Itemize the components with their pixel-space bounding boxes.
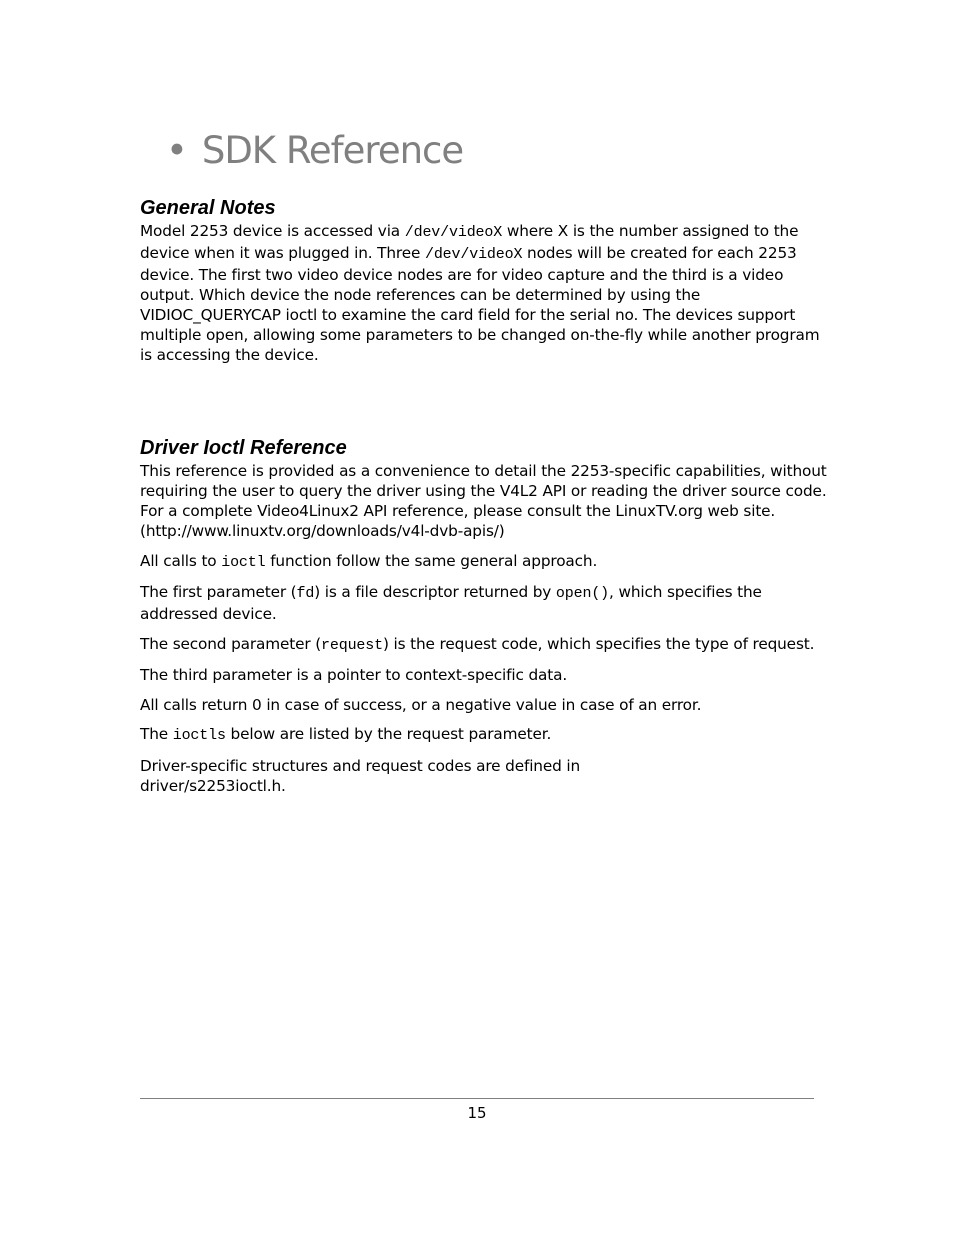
linuxtv-url-text: (http://www.linuxtv.org/downloads/v4l-dvb-apis/): [140, 522, 505, 540]
text-run: Driver-specific structures and request codes are defined in: [140, 756, 581, 775]
text-run: The first parameter (: [140, 583, 297, 601]
fd-code: fd: [296, 585, 315, 602]
device-path-code: /dev/videoX: [404, 224, 503, 241]
structures-paragraph: [140, 756, 830, 796]
driver-ioctl-heading: Driver Ioctl Reference: [140, 437, 347, 459]
ioctls-code: ioctls: [172, 727, 226, 744]
driver-ioctl-section: [140, 436, 830, 796]
text-run: nodes will be created for each 2253 device. The first two video device nodes are for video capture and the third is a video output. Which device the node references can be determined by using the VIDIOC_QUERYCAP ioctl to examine the card field for the serial no. The devices support multiple open, allowing some parameters to be changed on-the-fly while another program is accessing the device.: [140, 244, 820, 364]
text-run: This reference is provided as a convenience to detail the 2253-specific capabilities, without requiring the user to query the driver using the V4L2 API or reading the driver source code. For a complete Video4Linux2 API reference, please consult the LinuxTV.org web site.: [140, 462, 827, 520]
text-run: where X is the number assigned to the device when it was plugged in. Three: [140, 222, 799, 262]
request-code: request: [321, 636, 383, 654]
text-run: , which specifies the addressed device.: [140, 583, 762, 623]
text-run: below are listed by the request parameter.: [225, 725, 552, 743]
general-notes-section: [140, 196, 830, 365]
text-run: Model 2253 device is accessed via: [140, 222, 405, 240]
open-code: open(): [555, 585, 610, 602]
first-parameter-paragraph: [140, 582, 830, 624]
bullet-icon: •: [166, 129, 187, 172]
device-path-code: /dev/videoX: [424, 246, 523, 263]
general-notes-heading: General Notes: [140, 197, 276, 219]
ioctl-code: ioctl: [221, 553, 266, 571]
text-run: ) is the request code, which specifies the type of request.: [383, 634, 815, 653]
text-run: function follow the same general approach.: [265, 551, 598, 570]
page-number: 15: [467, 1104, 487, 1122]
text-run: The: [140, 725, 173, 743]
page-title-text: SDK Reference: [201, 129, 464, 172]
text-run: The second parameter (: [140, 634, 322, 653]
second-parameter-paragraph: [140, 634, 830, 656]
text-run: All calls to: [140, 551, 222, 570]
footer-divider: [140, 1098, 814, 1099]
page-title: [166, 128, 463, 174]
general-notes-paragraph: [140, 221, 830, 365]
intro-paragraph: [140, 461, 830, 541]
ioctls-listing-paragraph: [140, 724, 830, 746]
header-file-path: driver/s2253ioctl.h.: [140, 776, 286, 795]
text-run: ) is a file descriptor returned by: [314, 583, 556, 601]
ioctl-calls-paragraph: [140, 551, 830, 573]
third-parameter-paragraph: The third parameter is a pointer to context-specific data.: [140, 666, 568, 684]
return-value-paragraph: All calls return 0 in case of success, or a negative value in case of an error.: [140, 695, 702, 714]
